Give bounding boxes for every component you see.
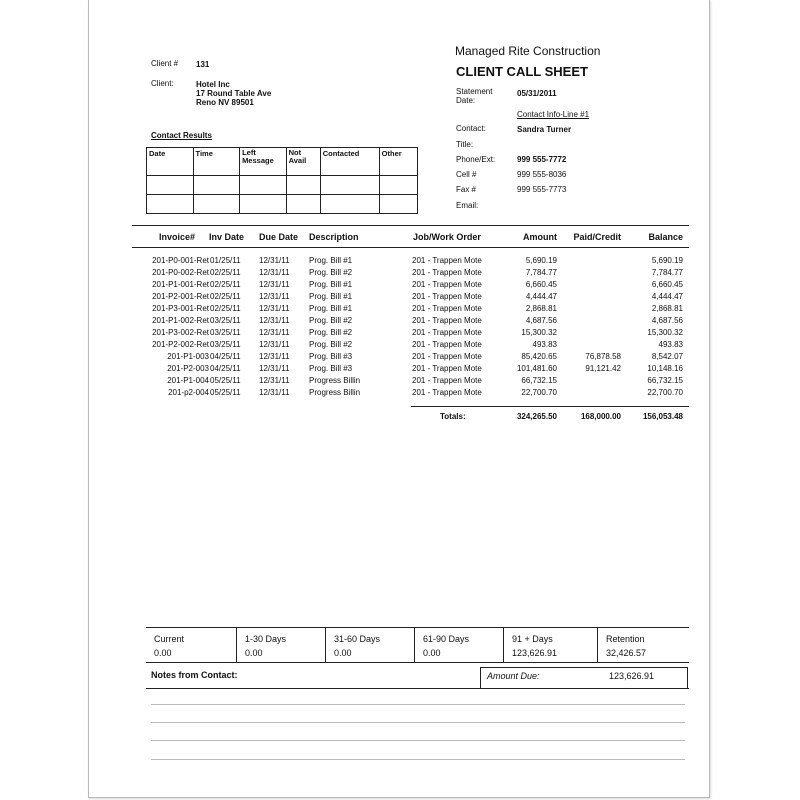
invoice-invoice: 201-P2-001-Ret	[152, 292, 209, 301]
invoice-inv-date: 02/25/11	[210, 268, 241, 277]
invoice-invoice: 201-p2-004	[168, 388, 209, 397]
invoice-inv-date: 02/25/11	[210, 280, 241, 289]
invoice-amount: 5,690.19	[525, 256, 557, 265]
invoice-amount: 101,481.60	[516, 364, 557, 373]
invoice-row	[89, 328, 709, 340]
invoice-balance: 10,148.16	[647, 364, 683, 373]
amount-due-label: Amount Due:	[487, 671, 540, 681]
invoice-due-date: 12/31/11	[259, 292, 290, 301]
note-line	[151, 722, 685, 723]
invoice-row	[89, 388, 709, 400]
invoice-description: Prog. Bill #2	[309, 268, 353, 277]
invoice-balance: 493.83	[658, 340, 683, 349]
col-other: Other	[379, 148, 417, 176]
statement-page	[88, 0, 710, 798]
invoice-amount: 4,687.56	[525, 316, 557, 325]
client-number: 131	[196, 60, 210, 69]
invoice-balance: 5,690.19	[651, 256, 683, 265]
header-inv-date: Inv Date	[209, 232, 245, 242]
invoice-inv-date: 05/25/11	[210, 388, 241, 397]
invoice-invoice: 201-P1-004	[167, 376, 209, 385]
statement-date: 05/31/2011	[517, 89, 557, 98]
client-name: Hotel Inc	[196, 80, 230, 89]
invoice-due-date: 12/31/11	[259, 352, 290, 361]
invoice-description: Prog. Bill #2	[309, 328, 353, 337]
invoice-row	[89, 364, 709, 376]
invoice-amount: 85,420.65	[521, 352, 557, 361]
col-left-message: Left Message	[240, 148, 287, 176]
totals-row	[89, 412, 709, 424]
totals-paid: 168,000.00	[580, 412, 621, 421]
invoice-due-date: 12/31/11	[259, 268, 290, 277]
invoice-row	[89, 268, 709, 280]
totals-amount: 324,265.50	[516, 412, 557, 421]
header-paid: Paid/Credit	[573, 232, 621, 242]
invoice-description: Prog. Bill #2	[309, 340, 353, 349]
invoice-description: Prog. Bill #3	[309, 364, 353, 373]
invoice-amount: 2,868.81	[525, 304, 557, 313]
invoice-amount: 6,660.45	[525, 280, 557, 289]
invoice-inv-date: 02/25/11	[210, 292, 241, 301]
invoice-due-date: 12/31/11	[259, 388, 290, 397]
statement-date-label: Statement	[456, 87, 493, 96]
invoice-invoice: 201-P3-002-Ret	[152, 328, 209, 337]
invoice-job: 201 - Trappen Mote	[412, 280, 482, 289]
contact-results-table	[146, 147, 418, 214]
invoice-row	[89, 304, 709, 316]
title-label: Title:	[456, 140, 474, 149]
invoice-job: 201 - Trappen Mote	[412, 388, 482, 397]
invoice-balance: 4,444.47	[651, 292, 683, 301]
cell-value: 999 555-8036	[517, 170, 567, 179]
aging-61-90: 61-90 Days 0.00	[414, 628, 504, 662]
totals-balance: 156,053.48	[642, 412, 683, 421]
invoice-balance: 22,700.70	[647, 388, 683, 397]
contact-name: Sandra Turner	[517, 125, 572, 134]
invoice-inv-date: 03/25/11	[210, 316, 241, 325]
invoice-job: 201 - Trappen Mote	[412, 352, 482, 361]
invoice-paid: 91,121.42	[585, 364, 621, 373]
aging-current: Current 0.00	[154, 634, 185, 658]
invoice-description: Prog. Bill #1	[309, 292, 353, 301]
invoice-invoice: 201-P3-001-Ret	[152, 304, 209, 313]
company-name: Managed Rite Construction	[455, 44, 601, 58]
contact-results-row	[147, 176, 418, 195]
col-time: Time	[193, 148, 240, 176]
aging-91-plus: 91 + Days 123,626.91	[503, 628, 598, 662]
aging-retention: Retention 32,426.57	[597, 628, 690, 662]
invoice-description: Prog. Bill #1	[309, 304, 353, 313]
invoice-row	[89, 256, 709, 268]
invoice-amount: 4,444.47	[525, 292, 557, 301]
invoice-amount: 22,700.70	[521, 388, 557, 397]
client-label: Client:	[151, 79, 174, 88]
invoice-job: 201 - Trappen Mote	[412, 256, 482, 265]
contact-label: Contact:	[456, 124, 486, 133]
notes-rule	[146, 688, 689, 689]
invoice-job: 201 - Trappen Mote	[412, 316, 482, 325]
invoice-due-date: 12/31/11	[259, 364, 290, 373]
totals-rule	[411, 406, 689, 407]
invoice-row	[89, 316, 709, 328]
invoice-description: Prog. Bill #1	[309, 280, 353, 289]
header-amount: Amount	[523, 232, 557, 242]
invoice-job: 201 - Trappen Mote	[412, 304, 482, 313]
invoice-job: 201 - Trappen Mote	[412, 340, 482, 349]
invoice-balance: 7,784.77	[651, 268, 683, 277]
col-date: Date	[147, 148, 194, 176]
invoice-due-date: 12/31/11	[259, 280, 290, 289]
invoice-description: Prog. Bill #1	[309, 256, 353, 265]
invoice-balance: 8,542.07	[651, 352, 683, 361]
invoice-inv-date: 02/25/11	[210, 304, 241, 313]
phone-value: 999 555-7772	[517, 155, 567, 164]
invoice-job: 201 - Trappen Mote	[412, 268, 482, 277]
client-address-line2: Reno NV 89501	[196, 98, 254, 107]
invoice-inv-date: 04/25/11	[210, 352, 241, 361]
invoice-balance: 15,300.32	[647, 328, 683, 337]
invoice-description: Prog. Bill #3	[309, 352, 353, 361]
invoice-due-date: 12/31/11	[259, 316, 290, 325]
cell-label: Cell #	[456, 170, 477, 179]
invoice-amount: 7,784.77	[525, 268, 557, 277]
client-address-line1: 17 Round Table Ave	[196, 89, 272, 98]
invoice-paid: 76,878.58	[585, 352, 621, 361]
invoice-invoice: 201-P2-002-Ret	[152, 340, 209, 349]
notes-label: Notes from Contact:	[151, 670, 238, 680]
invoice-due-date: 12/31/11	[259, 304, 290, 313]
invoice-job: 201 - Trappen Mote	[412, 292, 482, 301]
invoice-invoice: 201-P1-003	[167, 352, 209, 361]
invoice-invoice: 201-P2-003	[167, 364, 209, 373]
invoice-balance: 4,687.56	[651, 316, 683, 325]
aging-summary	[146, 627, 689, 663]
invoice-header-row	[89, 232, 709, 245]
invoice-row	[89, 280, 709, 292]
phone-label: Phone/Ext:	[456, 155, 496, 164]
invoice-balance: 2,868.81	[651, 304, 683, 313]
invoice-inv-date: 04/25/11	[210, 364, 241, 373]
fax-label: Fax #	[456, 185, 477, 194]
invoice-amount: 15,300.32	[521, 328, 557, 337]
invoice-job: 201 - Trappen Mote	[412, 364, 482, 373]
invoice-row	[89, 292, 709, 304]
invoice-amount: 493.83	[532, 340, 557, 349]
invoice-inv-date: 01/25/11	[210, 256, 241, 265]
invoice-due-date: 12/31/11	[259, 328, 290, 337]
header-invoice: Invoice#	[159, 232, 196, 242]
header-due-date: Due Date	[259, 232, 299, 242]
invoice-due-date: 12/31/11	[259, 340, 290, 349]
header-rule-top	[132, 225, 689, 226]
invoice-row	[89, 340, 709, 352]
document-title: CLIENT CALL SHEET	[456, 64, 588, 79]
contact-results-heading: Contact Results	[151, 131, 212, 140]
invoice-invoice: 201-P0-002-Ret	[152, 268, 209, 277]
amount-due-box	[480, 667, 688, 689]
invoice-invoice: 201-P1-002-Ret	[152, 316, 209, 325]
note-line	[151, 759, 685, 760]
header-balance: Balance	[648, 232, 683, 242]
invoice-due-date: 12/31/11	[259, 376, 290, 385]
totals-label: Totals:	[440, 412, 466, 421]
invoice-inv-date: 03/25/11	[210, 328, 241, 337]
header-rule-bottom	[132, 247, 689, 248]
invoice-balance: 66,732.15	[647, 376, 683, 385]
invoice-due-date: 12/31/11	[259, 256, 290, 265]
email-label: Email:	[456, 201, 479, 210]
aging-31-60: 31-60 Days 0.00	[325, 628, 415, 662]
invoice-balance: 6,660.45	[651, 280, 683, 289]
invoice-description: Prog. Bill #2	[309, 316, 353, 325]
invoice-row	[89, 352, 709, 364]
fax-value: 999 555-7773	[517, 185, 567, 194]
invoice-description: Progress Billin	[309, 388, 361, 397]
client-number-label: Client #	[151, 59, 179, 68]
col-not-avail: Not Avail	[286, 148, 320, 176]
aging-1-30: 1-30 Days 0.00	[236, 628, 326, 662]
invoice-invoice: 201-P1-001-Ret	[152, 280, 209, 289]
contact-results-row	[147, 195, 418, 214]
invoice-inv-date: 03/25/11	[210, 340, 241, 349]
col-contacted: Contacted	[320, 148, 379, 176]
contact-info-heading: Contact Info-Line #1	[517, 110, 590, 119]
header-description: Description	[309, 232, 359, 242]
invoice-job: 201 - Trappen Mote	[412, 328, 482, 337]
invoice-row	[89, 376, 709, 388]
invoice-invoice: 201-P0-001-Ret	[152, 256, 209, 265]
note-line	[151, 704, 685, 705]
invoice-job: 201 - Trappen Mote	[412, 376, 482, 385]
invoice-amount: 66,732.15	[521, 376, 557, 385]
statement-date-label-2: Date:	[456, 96, 476, 105]
amount-due-value: 123,626.91	[609, 671, 655, 681]
invoice-inv-date: 05/25/11	[210, 376, 241, 385]
header-job: Job/Work Order	[413, 232, 481, 242]
note-line	[151, 740, 685, 741]
invoice-description: Progress Billin	[309, 376, 361, 385]
